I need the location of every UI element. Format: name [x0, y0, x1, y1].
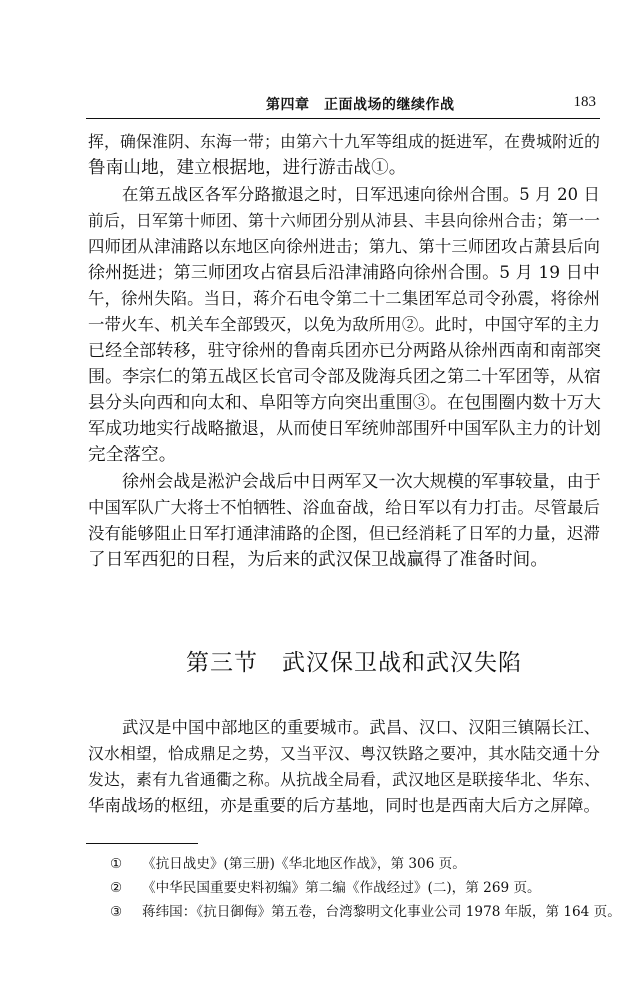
text-line: 已经全部转移，驻守徐州的鲁南兵团亦已分两路从徐州西南和南部突 — [88, 341, 601, 361]
footnote-marker: ① — [110, 856, 123, 872]
text-line: 鲁南山地，建立根据地，进行游击战①。 — [88, 158, 407, 178]
footnote — [110, 854, 466, 874]
running-header — [86, 92, 600, 116]
text-line: 没有能够阻止日军打通津浦路的企图，但已经消耗了日军的力量，迟滞 — [88, 524, 600, 543]
text-line: 中国军队广大将士不怕牺牲、浴血奋战，给日军以有力打击。尽管最后 — [88, 498, 600, 517]
text-line: 围。李宗仁的第五战区长官司令部及陇海兵团之第二十军团等，从宿 — [88, 367, 601, 387]
footnote-text: 《抗日战史》(第三册)《华北地区作战》，第 306 页。 — [142, 856, 466, 872]
footnote-marker: ③ — [110, 904, 123, 920]
chapter-title: 第四章 正面战场的继续作战 — [266, 97, 455, 113]
text-line: 了日军西犯的日程，为后来的武汉保卫战赢得了准备时间。 — [88, 550, 549, 570]
text-line: 在第五战区各军分路撤退之时，日军迅速向徐州合围。5 月 20 日 — [122, 185, 600, 204]
text-line: 徐州挺进；第三师团攻占宿县后沿津浦路向徐州合围。5 月 19 日中 — [88, 263, 600, 283]
footnote-text: 蒋纬国：《抗日御侮》第五卷，台湾黎明文化事业公司 1978 年版，第 164 页。 — [142, 904, 621, 920]
text-line: 华南战场的枢纽，亦是重要的后方基地，同时也是西南大后方之屏障。 — [88, 796, 600, 815]
text-line: 县分头向西和向太和、阜阳等方向突出重围③。在包围圈内数十万大 — [88, 393, 601, 413]
text-line: 四师团从津浦路以东地区向徐州进击；第九、第十三师团攻占萧县后向 — [88, 237, 600, 256]
footnote-marker: ② — [110, 880, 123, 896]
page-number: 183 — [573, 94, 596, 110]
text-line: 完全落空。 — [88, 445, 177, 465]
text-line: 一带火车、机关车全部毁灭，以免为敌所用②。此时，中国守军的主力 — [88, 315, 600, 334]
text-line: 发达，素有九省通衢之称。从抗战全局看，武汉地区是联接华北、华东、 — [88, 770, 600, 789]
footnote — [110, 902, 621, 922]
text-line: 午，徐州失陷。当日，蒋介石电令第二十二集团军总司令孙震，将徐州 — [88, 289, 600, 308]
footnote — [110, 878, 541, 898]
footnote-rule — [86, 843, 198, 844]
section-heading: 第三节 武汉保卫战和武汉失陷 — [186, 650, 522, 676]
text-line: 前后，日军第十师团、第十六师团分别从沛县、丰县向徐州合击；第一一 — [88, 211, 600, 230]
text-line: 挥，确保淮阴、东海一带；由第六十九军等组成的挺进军，在费城附近的 — [88, 132, 600, 151]
text-line: 徐州会战是淞沪会战后中日两军又一次大规模的军事较量，由于 — [122, 472, 601, 492]
text-line: 武汉是中国中部地区的重要城市。武昌、汉口、汉阳三镇隔长江、 — [122, 718, 601, 737]
text-line: 汉水相望，恰成鼎足之势，又当平汉、粤汉铁路之要冲，其水陆交通十分 — [88, 744, 600, 763]
header-rule — [86, 118, 600, 119]
text-line: 军成功地实行战略撤退，从而使日军统帅部围歼中国军队主力的计划 — [88, 419, 601, 439]
footnote-text: 《中华民国重要史料初编》第二编《作战经过》(二)，第 269 页。 — [142, 880, 541, 896]
